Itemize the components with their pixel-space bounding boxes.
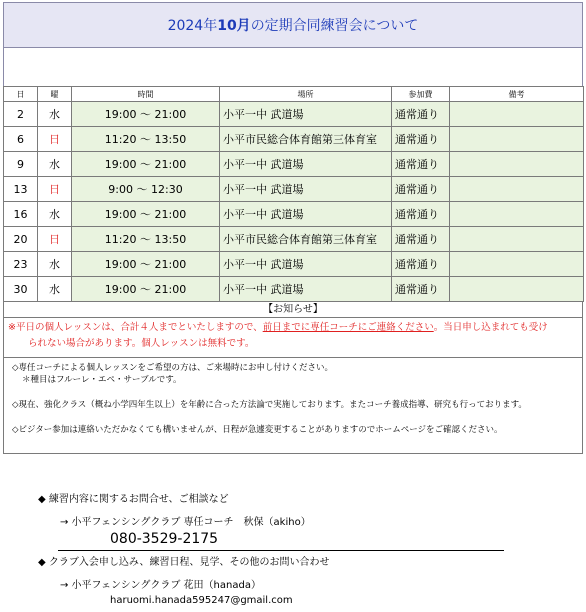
cell-day: 30	[4, 277, 38, 302]
cell-weekday: 日	[38, 177, 72, 202]
cell-day: 16	[4, 202, 38, 227]
table-row	[4, 227, 584, 252]
contact-email[interactable]: haruomi.hanada595247@gmail.com	[110, 595, 293, 606]
cell-place: 小平一中 武道場	[220, 152, 392, 177]
cell-note	[450, 152, 584, 177]
cell-day: 20	[4, 227, 38, 252]
cell-weekday: 日	[38, 127, 72, 152]
table-row	[4, 152, 584, 177]
table-header-row	[4, 87, 584, 102]
contact-phone: 080-3529-2175	[110, 531, 219, 547]
cell-weekday: 水	[38, 252, 72, 277]
title-suffix: の定期合同練習会について	[250, 18, 419, 34]
notice-text-2: 。当日申し込まれても受け	[433, 322, 548, 333]
contact-label-1: ◆ 練習内容に関するお問合せ、ご相談など	[38, 494, 229, 505]
cell-fee: 通常通り	[392, 227, 450, 252]
cell-day: 9	[4, 152, 38, 177]
cell-weekday: 水	[38, 102, 72, 127]
cell-weekday: 水	[38, 277, 72, 302]
header-note: 備考	[450, 87, 584, 102]
cell-time: 19:00 ～ 21:00	[72, 102, 220, 127]
cell-time: 11:20 ～ 13:50	[72, 227, 220, 252]
header-place: 場所	[220, 87, 392, 102]
cell-time: 11:20 ～ 13:50	[72, 127, 220, 152]
cell-place: 小平一中 武道場	[220, 252, 392, 277]
notice-text-3: られない場合があります。個人レッスンは無料です。	[28, 338, 255, 349]
cell-time: 19:00 ～ 21:00	[72, 202, 220, 227]
cell-note	[450, 202, 584, 227]
cell-day: 6	[4, 127, 38, 152]
notes-box	[3, 358, 583, 454]
header-fee: 参加費	[392, 87, 450, 102]
table-row	[4, 202, 584, 227]
cell-note	[450, 252, 584, 277]
cell-place: 小平一中 武道場	[220, 277, 392, 302]
header-time: 時間	[72, 87, 220, 102]
cell-place: 小平一中 武道場	[220, 177, 392, 202]
cell-note	[450, 127, 584, 152]
cell-fee: 通常通り	[392, 252, 450, 277]
cell-day: 13	[4, 177, 38, 202]
cell-day: 2	[4, 102, 38, 127]
cell-fee: 通常通り	[392, 152, 450, 177]
table-row	[4, 127, 584, 152]
cell-place: 小平一中 武道場	[220, 202, 392, 227]
title-year: 2024年	[167, 18, 218, 34]
cell-weekday: 日	[38, 227, 72, 252]
cell-time: 19:00 ～ 21:00	[72, 277, 220, 302]
cell-time: 9:00 ～ 12:30	[72, 177, 220, 202]
notice-underlined-text: 前日までに専任コーチにご連絡ください	[262, 322, 434, 333]
cell-note	[450, 277, 584, 302]
note-events: ＊種目はフルーレ・エペ・サーブルです。	[22, 375, 182, 385]
cell-note	[450, 227, 584, 252]
cell-weekday: 水	[38, 202, 72, 227]
cell-weekday: 水	[38, 152, 72, 177]
divider-line	[58, 550, 504, 551]
contact-label-2: ◆ クラブ入会申し込み、練習日程、見学、その他のお問い合わせ	[38, 557, 330, 568]
cell-fee: 通常通り	[392, 127, 450, 152]
note-class: ◇現在、強化クラス（概ね小学四年生以上）を年齢に合った方法論で実施しております。またコーチ養成指導、研究も行っております。	[12, 400, 527, 410]
cell-place: 小平一中 武道場	[220, 102, 392, 127]
header-weekday: 曜	[38, 87, 72, 102]
header-day: 日	[4, 87, 38, 102]
cell-time: 19:00 ～ 21:00	[72, 152, 220, 177]
table-row	[4, 277, 584, 302]
cell-fee: 通常通り	[392, 277, 450, 302]
notice-heading: 【お知らせ】	[3, 302, 583, 318]
contact-person-2: → 小平フェンシングクラブ 花田（hanada）	[60, 580, 261, 591]
cell-note	[450, 177, 584, 202]
cell-fee: 通常通り	[392, 177, 450, 202]
schedule-table	[3, 86, 584, 302]
cell-fee: 通常通り	[392, 202, 450, 227]
table-row	[4, 177, 584, 202]
blank-row	[3, 48, 583, 86]
contact-person-1: → 小平フェンシングクラブ 専任コーチ 秋保（akiho）	[60, 517, 311, 528]
cell-place: 小平市民総合体育館第三体育室	[220, 227, 392, 252]
page-title	[3, 2, 583, 48]
cell-place: 小平市民総合体育館第三体育室	[220, 127, 392, 152]
title-month: 10月	[217, 18, 251, 34]
note-lesson: ◇専任コーチによる個人レッスンをご希望の方は、ご来場時にお申し付けください。	[12, 363, 333, 373]
note-visitor: ◇ビジター参加は連絡いただかなくても構いませんが、日程が急遽変更することがありますのでホームページをご確認ください。	[12, 425, 503, 435]
table-row	[4, 102, 584, 127]
schedule-sheet	[3, 2, 583, 454]
cell-time: 19:00 ～ 21:00	[72, 252, 220, 277]
notice-text-1: ※平日の個人レッスンは、合計４人までといたしますので、	[8, 322, 263, 333]
cell-fee: 通常通り	[392, 102, 450, 127]
notice-red-text	[3, 318, 583, 358]
cell-note	[450, 102, 584, 127]
table-row	[4, 252, 584, 277]
cell-day: 23	[4, 252, 38, 277]
